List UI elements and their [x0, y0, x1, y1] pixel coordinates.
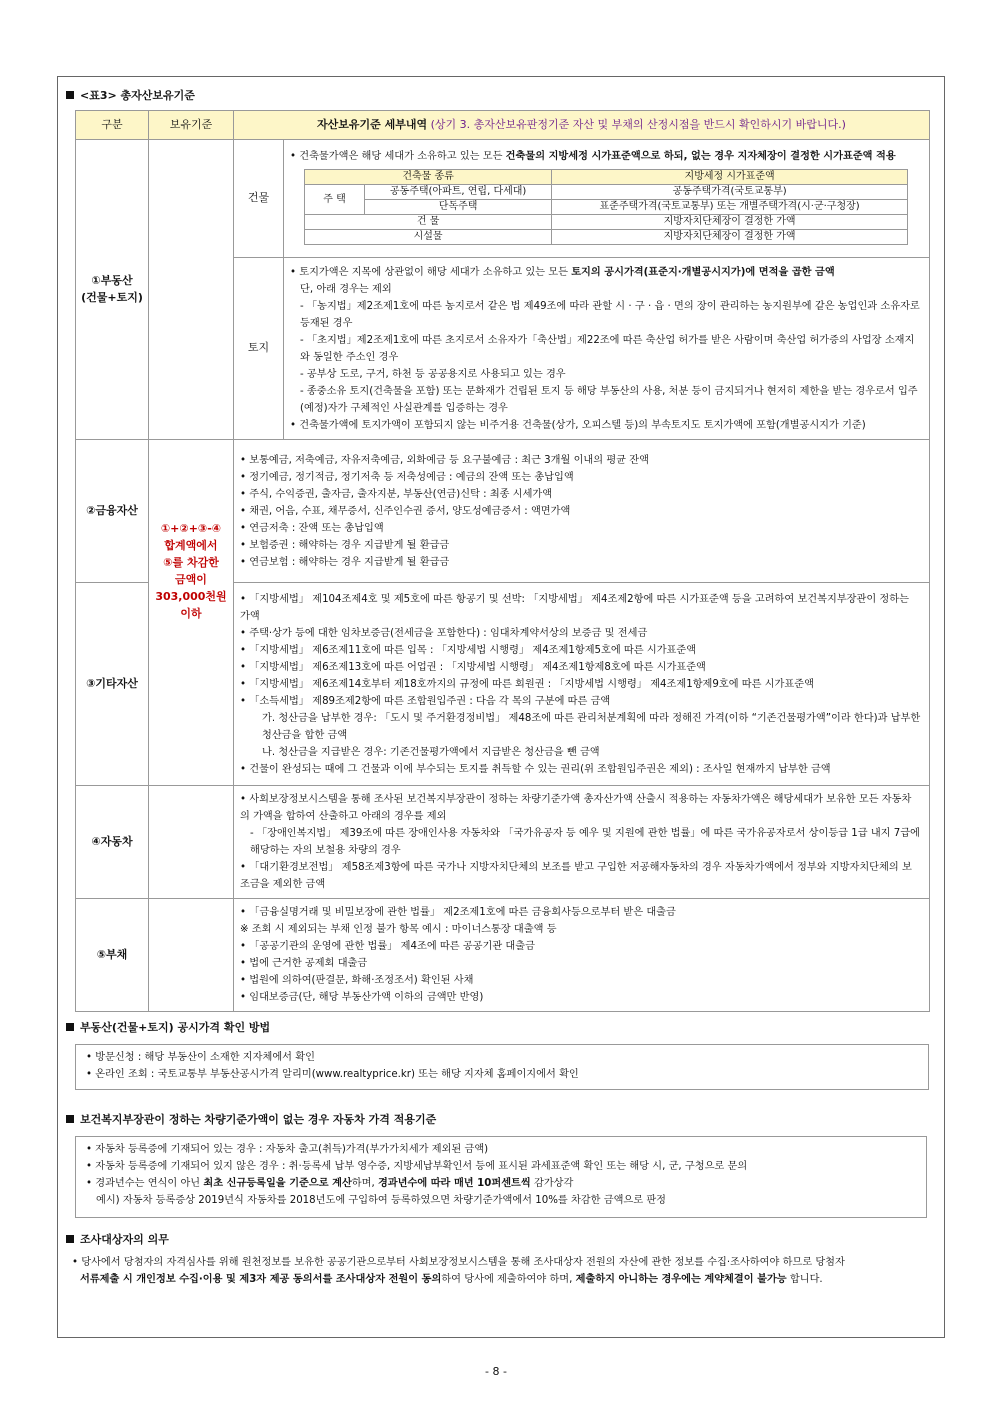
bullet-square-icon	[66, 91, 74, 99]
section2-title: 부동산(건물+토지) 공시가격 확인 방법	[66, 1020, 270, 1037]
table-row-land: 토지 • 토지가액은 지목에 상관없이 해당 세대가 소유하고 있는 모든 토지의 공시가격(표준지·개별공시지가)에 면적을 곱한 금액 단, 아래 경우는 제외 - 「농지법」제2조제1호에 따른 농지로서 같은 법 제49조에 따라 관할 시 · 구 · 읍 · 면의 장이 관리하는 농지원부에 같은 농업인과 소유자로 등재된 경우 - 「초지법」제2조제1호에 따른 초지로서 소유자가「축산법」제22조에 따른 축산업 허가를 받은 사람이며 축산업 허가증의 사업장 소재지와 동일한 주소인 경우 - 공부상 도로, 구거, 하천 등 공공용지로 사용되고 있는 경우 - 종중소유 토지(건축물을 포함) 또는 문화재가 건립된 토지 등 해당 부동산의 사용, 처분 등이 금지되거나 현저히 제한을 받는 경우로서 입주(예정)자가 구체적인 사실관계를 입증하는 경우 • 건축물가액에 토지가액이 포함되지 않는 비주거용 건축물(상가, 오피스텔 등)의 부속토지도 토지가액에 포함(개별공시지가 기준)	[76, 258, 930, 440]
table-row-building: ①부동산 (건물+토지) 건물 • 건축물가액은 해당 세대가 소유하고 있는 모든 건축물의 지방세정 시가표준액으로 하되, 없는 경우 지자체장이 결정한 시가표준액 적용 건축물 종류 지방세정 시가표준액 주 택 공동주택(아파트, 연립, 다세대) 공동주택가격(국토교통부) 단독주택 표준주택가격(국토교통부) 또는 개별주택가격(시·군·구청장) 건 물 지방자치단체장이 결정한 가액 시설물 지방자치단체장이 결정한 가액	[76, 140, 930, 258]
asset-standard-table	[75, 110, 930, 1012]
category-debt: ⑤부채	[76, 899, 149, 1012]
table-row-other: ③기타자산 • 「지방세법」 제104조제4호 및 제5호에 따른 항공기 및 선박: 「지방세법」 제4조제2항에 따른 시가표준액 등을 고려하여 보건복지부장관이 정하는 가액 • 주택·상가 등에 대한 임차보증금(전세금을 포함한다) : 임대차계약서상의 보증금 및 전세금 • 「지방세법」 제6조제11호에 따른 입목 : 「지방세법 시행령」 제4조제1항제5호에 따른 시가표준액 • 「지방세법」 제6조제13호에 따른 어업권 : 「지방세법 시행령」 제4조제1항제8호에 따른 시가표준액 • 「지방세법」 제6조제14호부터 제18호까지의 규정에 따른 회원권 : 「지방세법 시행령」 제4조제1항제9호에 따른 시가표준액 • 「소득세법」 제89조제2항에 따른 조합원입주권 : 다음 각 목의 구분에 따른 금액 가. 청산금을 납부한 경우: 「도시 및 주거환경정비법」 제48조에 따른 관리처분계획에 따라 정해진 가격(이하 “기존건물평가액”이라 한다)과 납부한 청산금을 합한 금액 나. 청산금을 지급받은 경우: 기존건물평가액에서 지급받은 청산금을 뺀 금액 • 건물이 완성되는 때에 그 건물과 이에 부수되는 토지를 취득할 수 있는 권리(위 조합원입주권은 제외) : 조사일 현재까지 납부한 금액	[76, 583, 930, 786]
section4-title: 조사대상자의 의무	[66, 1232, 169, 1249]
col-category: 구분	[76, 111, 149, 140]
section3-title: 보건복지부장관이 정하는 차량기준가액이 없는 경우 자동차 가격 적용기준	[66, 1112, 436, 1129]
obligation-text: • 당사에서 당첨자의 자격심사를 위해 원천정보를 보유한 공공기관으로부터 사회보장정보시스템을 통해 조사대상자 전원의 자산에 관한 정보를 수집·조사하여야 하므로 당첨자 서류제출 시 개인정보 수집·이용 및 제3자 제공 동의서를 조사대상자 전원이 동의하여 당사에 제출하여야 하며, 제출하지 아니하는 경우에는 계약체결이 불가능 합니다.	[72, 1257, 845, 1285]
kind-building: 건물	[234, 140, 284, 258]
section1-title: <표3> 총자산보유기준	[66, 88, 195, 105]
col-standard: 보유기준	[149, 111, 234, 140]
bullet-square-icon	[66, 1023, 74, 1031]
bullet-square-icon	[66, 1115, 74, 1123]
bullet-square-icon	[66, 1235, 74, 1243]
page-number: - 8 -	[485, 1365, 507, 1378]
category-other: ③기타자산	[76, 583, 149, 786]
category-vehicle: ④자동차	[76, 786, 149, 899]
building-price-table: 건축물 종류 지방세정 시가표준액 주 택 공동주택(아파트, 연립, 다세대) 공동주택가격(국토교통부) 단독주택 표준주택가격(국토교통부) 또는 개별주택가격(시·군·구청장) 건 물 지방자치단체장이 결정한 가액 시설물 지방자치단체장이 결정한 가액	[304, 169, 908, 245]
table-row-financial: ②금융자산 ①+②+③-④ 합계액에서 ⑤를 차감한 금액이 303,000천원 이하 • 보통예금, 저축예금, 자유저축예금, 외화예금 등 요구불예금 : 최근 3개월 이내의 평균 잔액 • 정기예금, 정기적금, 정기저축 등 저축성예금 : 예금의 잔액 또는 총납입액 • 주식, 수익증권, 출자금, 출자지분, 부동산(연금)신탁 : 최종 시세가액 • 채권, 어음, 수표, 채무증서, 신주인수권 증서, 양도성예금증서 : 액면가액 • 연금저축 : 잔액 또는 총납입액 • 보험증권 : 해약하는 경우 지급받게 될 환급금 • 연금보험 : 해약하는 경우 지급받게 될 환급금	[76, 440, 930, 583]
price-check-box: • 방문신청 : 해당 부동산이 소재한 지자체에서 확인 • 온라인 조회 : 국토교통부 부동산공시가격 알리미(www.realtyprice.kr) 또는 해당 지자체 홈페이지에서 확인	[75, 1044, 929, 1090]
category-financial: ②금융자산	[76, 440, 149, 583]
vehicle-price-box: • 자동차 등록증에 기재되어 있는 경우 : 자동차 출고(취득)가격(부가가치세가 제외된 금액) • 자동차 등록증에 기재되어 있지 않은 경우 : 취·등록세 납부 영수증, 지방세납부확인서 등에 표시된 과세표준액 확인 또는 해당 시, 군, 구청으로 문의 • 경과년수는 연식이 아닌 최초 신규등록일을 기준으로 계산하며, 경과년수에 따라 매년 10퍼센트씩 감가상각 예시) 자동차 등록증상 2019년식 자동차를 2018년도에 구입하여 등록하였으면 차량기준가액에서 10%를 차감한 금액으로 판정	[75, 1136, 927, 1218]
table-header-row	[76, 111, 930, 140]
table-row-vehicle: ④자동차 • 사회보장정보시스템을 통해 조사된 보건복지부장관이 정하는 차량기준가액 총자산가액 산출시 적용하는 자동차가액은 해당세대가 보유한 모든 자동차의 가액을 합하여 산출하고 아래의 경우를 제외 - 「장애인복지법」 제39조에 따른 장애인사용 자동차와 「국가유공자 등 예우 및 지원에 관한 법률」에 따른 국가유공자로서 상이등급 1급 내지 7급에 해당하는 자의 보철용 차량의 경우 • 「대기환경보전법」 제58조제3항에 따른 국가나 지방자치단체의 보조를 받고 구입한 저공해자동차의 경우 자동차가액에서 정부와 지방자치단체의 보조금을 제외한 금액	[76, 786, 930, 899]
col-detail: 자산보유기준 세부내역 (상기 3. 총자산보유판정기준 자산 및 부채의 산정시점을 반드시 확인하시기 바랍니다.)	[234, 111, 930, 140]
table-row-debt: ⑤부채 • 「금융실명거래 및 비밀보장에 관한 법률」 제2조제1호에 따른 금융회사등으로부터 받은 대출금 ※ 조회 시 제외되는 부채 인정 불가 항목 예시 : 마이너스통장 대출액 등 • 「공공기관의 운영에 관한 법률」 제4조에 따른 공공기관 대출금 • 법에 근거한 공제회 대출금 • 법원에 의하여(판결문, 화해·조정조서) 확인된 사채 • 임대보증금(단, 해당 부동산가액 이하의 금액만 반영)	[76, 899, 930, 1012]
holding-standard: ①+②+③-④ 합계액에서 ⑤를 차감한 금액이 303,000천원 이하	[149, 440, 234, 786]
category-realestate: ①부동산 (건물+토지)	[76, 140, 149, 440]
kind-land: 토지	[234, 258, 284, 440]
